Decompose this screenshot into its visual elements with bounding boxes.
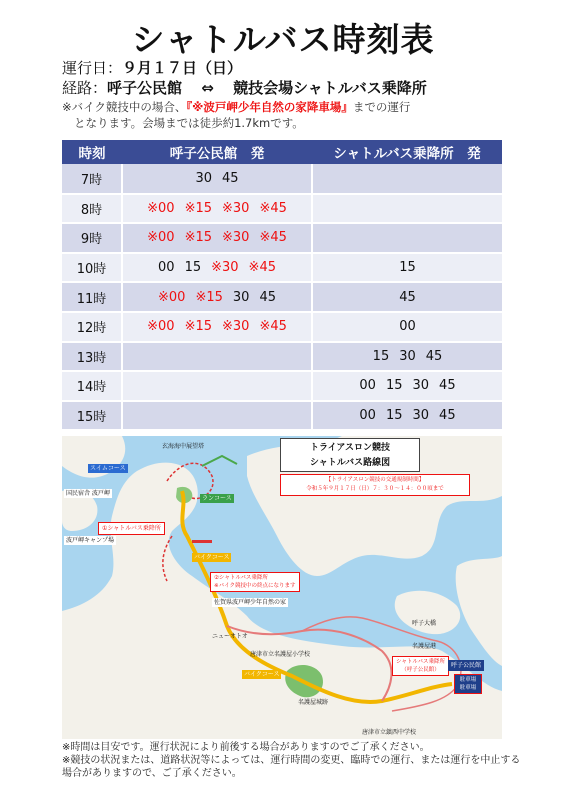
date-value: ９月１７日（日） [122,59,243,77]
timetable-row [62,282,502,312]
departure-time: 15 [399,260,416,276]
departure-time-bike-note: ※15 [184,200,212,216]
route-label: 経路： [62,79,108,97]
note-line2: となります。会場までは徒歩約1.7kmです。 [74,116,304,130]
departure-time: 15 [385,408,403,424]
departure-time: 00 [399,319,416,335]
from-times [122,164,312,194]
timetable-row [62,223,502,253]
row-hour: 15時 [62,401,122,431]
route-arrow: ⇔ [201,79,214,97]
departure-time: 45 [439,378,456,394]
route-to: 競技会場シャトルバス乗降所 [233,79,427,97]
from-times [122,342,312,372]
departure-time-bike-note: ※15 [184,319,212,335]
departure-time-bike-note: ※15 [195,289,223,305]
label-shizen: 佐賀県波戸岬少年自然の家 [214,599,287,606]
date-label: 運行日： [62,59,123,77]
departure-time-bike-note: ※30 [222,200,250,216]
to-times [312,312,502,342]
stop3-line1: シャトルバス乗降所 [396,659,446,665]
timetable-row [62,401,502,431]
label-nagoya-school: 唐津市立名護屋小学校 [250,651,311,658]
row-hour: 10時 [62,253,122,283]
map-title-box [280,438,420,472]
label-nagoya-castle: 名護屋城跡 [298,699,329,706]
timetable-row [62,253,502,283]
row-hour: 11時 [62,282,122,312]
stop2-line2: ※バイク競技中の終点になります [214,583,296,589]
label-camp: 波戸岬キャンプ場 [66,537,115,544]
label-run: ランコース [202,495,232,502]
departure-time: 00 [158,260,175,276]
note-suffix: までの運行 [352,100,411,114]
label-genkai: 玄海海中展望塔 [162,443,205,450]
timetable-row [62,194,502,224]
label-bike2: バイクコース [244,671,280,678]
departure-time: 15 [184,260,202,276]
to-times [312,194,502,224]
departure-time: 45 [259,289,276,305]
departure-time-bike-note: ※30 [211,260,239,276]
row-hour: 9時 [62,223,122,253]
regulation-box [280,474,470,496]
route-from: 呼子公民館 [107,79,183,97]
to-times [312,223,502,253]
parking-line1: 駐車場 [459,677,477,683]
footer-line2: ※競技の状況または、道路状況等によっては、運行時間の変更、臨時での運行、または運行を中止する [62,755,521,766]
departure-time-bike-note: ※30 [222,319,250,335]
to-times [312,282,502,312]
map-title-line2: シャトルバス路線図 [309,458,391,468]
footer-line3: 場合がありますので、ご了承ください。 [62,768,242,779]
row-hour: 14時 [62,371,122,401]
label-nagoya-port: 名護屋港 [412,643,437,650]
to-times [312,401,502,431]
departure-time: 15 [385,378,403,394]
regulation-time: 令和５年９月１７日（日）７：３０～１４：００頃まで [306,486,444,492]
parking-line2: 駐車場 [459,685,477,691]
departure-time: 30 [232,289,250,305]
timetable [62,140,502,431]
to-times [312,342,502,372]
departure-time: 45 [222,170,239,186]
label-chinzei: 唐津市立鎮西中学校 [362,729,417,736]
row-hour: 7時 [62,164,122,194]
departure-time-bike-note: ※45 [259,230,287,246]
departure-time-bike-note: ※00 [158,289,186,305]
page-title: シャトルバス時刻表 [131,20,435,59]
row-hour: 12時 [62,312,122,342]
label-swim: スイムコース [90,465,126,472]
header-from: 呼子公民館 発 [122,140,312,164]
note-prefix: ※バイク競技中の場合、 [62,100,187,114]
departure-time-bike-note: ※00 [147,230,175,246]
date-line [62,58,532,78]
stop3-box [392,656,449,676]
departure-time: 30 [412,378,430,394]
regulation-title: 【トライアスロン競技の交通規制時間】 [325,477,425,483]
departure-time-bike-note: ※30 [222,230,250,246]
from-times [122,312,312,342]
info-block [62,58,532,131]
timetable-row [62,342,502,372]
stop3-line2: （呼子公民館） [401,667,440,673]
label-bridge: 呼子大橋 [412,620,437,627]
bike-note [62,99,532,131]
footer-notes [62,741,532,780]
timetable-header [62,140,502,164]
departure-time-bike-note: ※45 [248,260,276,276]
from-times [122,223,312,253]
departure-time: 00 [359,408,376,424]
timetable-row [62,164,502,194]
stop2-box [210,572,300,592]
stop2-line1: ②シャトルバス乗降所 [214,575,268,581]
departure-time: 45 [439,408,456,424]
route-map [62,436,502,739]
from-times [122,194,312,224]
departure-time-bike-note: ※15 [184,230,212,246]
header-to: シャトルバス乗降所 発 [312,140,502,164]
parking-box [454,674,482,694]
to-times [312,164,502,194]
departure-time: 45 [399,289,416,305]
header-hour: 時刻 [62,140,122,164]
departure-time: 15 [372,348,390,364]
departure-time-bike-note: ※45 [259,200,287,216]
from-times [122,253,312,283]
stop1-label: ①シャトルバス乗降所 [98,522,165,535]
from-times [122,282,312,312]
kominkan-label: 呼子公民館 [448,660,484,671]
departure-time: 30 [399,348,416,364]
label-shukuhaku: 国民宿舎 波戸岬 [66,490,110,497]
label-bike1: バイクコース [194,554,230,561]
label-newotoo: ニューオトオ [212,633,248,640]
map-title-line1: トライアスロン競技 [309,443,391,453]
timetable-row [62,371,502,401]
footer-line1: ※時間は目安です。運行状況により前後する場合がありますのでご了承ください。 [62,742,430,753]
departure-time: 45 [425,348,443,364]
from-times [122,401,312,431]
row-hour: 13時 [62,342,122,372]
note-red: 『※波戸岬少年自然の家降車場』 [186,100,353,114]
route-line [62,78,532,98]
departure-time: 30 [195,170,212,186]
from-times [122,371,312,401]
departure-time-bike-note: ※00 [147,319,175,335]
departure-time-bike-note: ※00 [147,200,175,216]
row-hour: 8時 [62,194,122,224]
departure-time-bike-note: ※45 [259,319,287,335]
timetable-row [62,312,502,342]
to-times [312,253,502,283]
to-times [312,371,502,401]
departure-time: 30 [412,408,430,424]
departure-time: 00 [359,378,376,394]
